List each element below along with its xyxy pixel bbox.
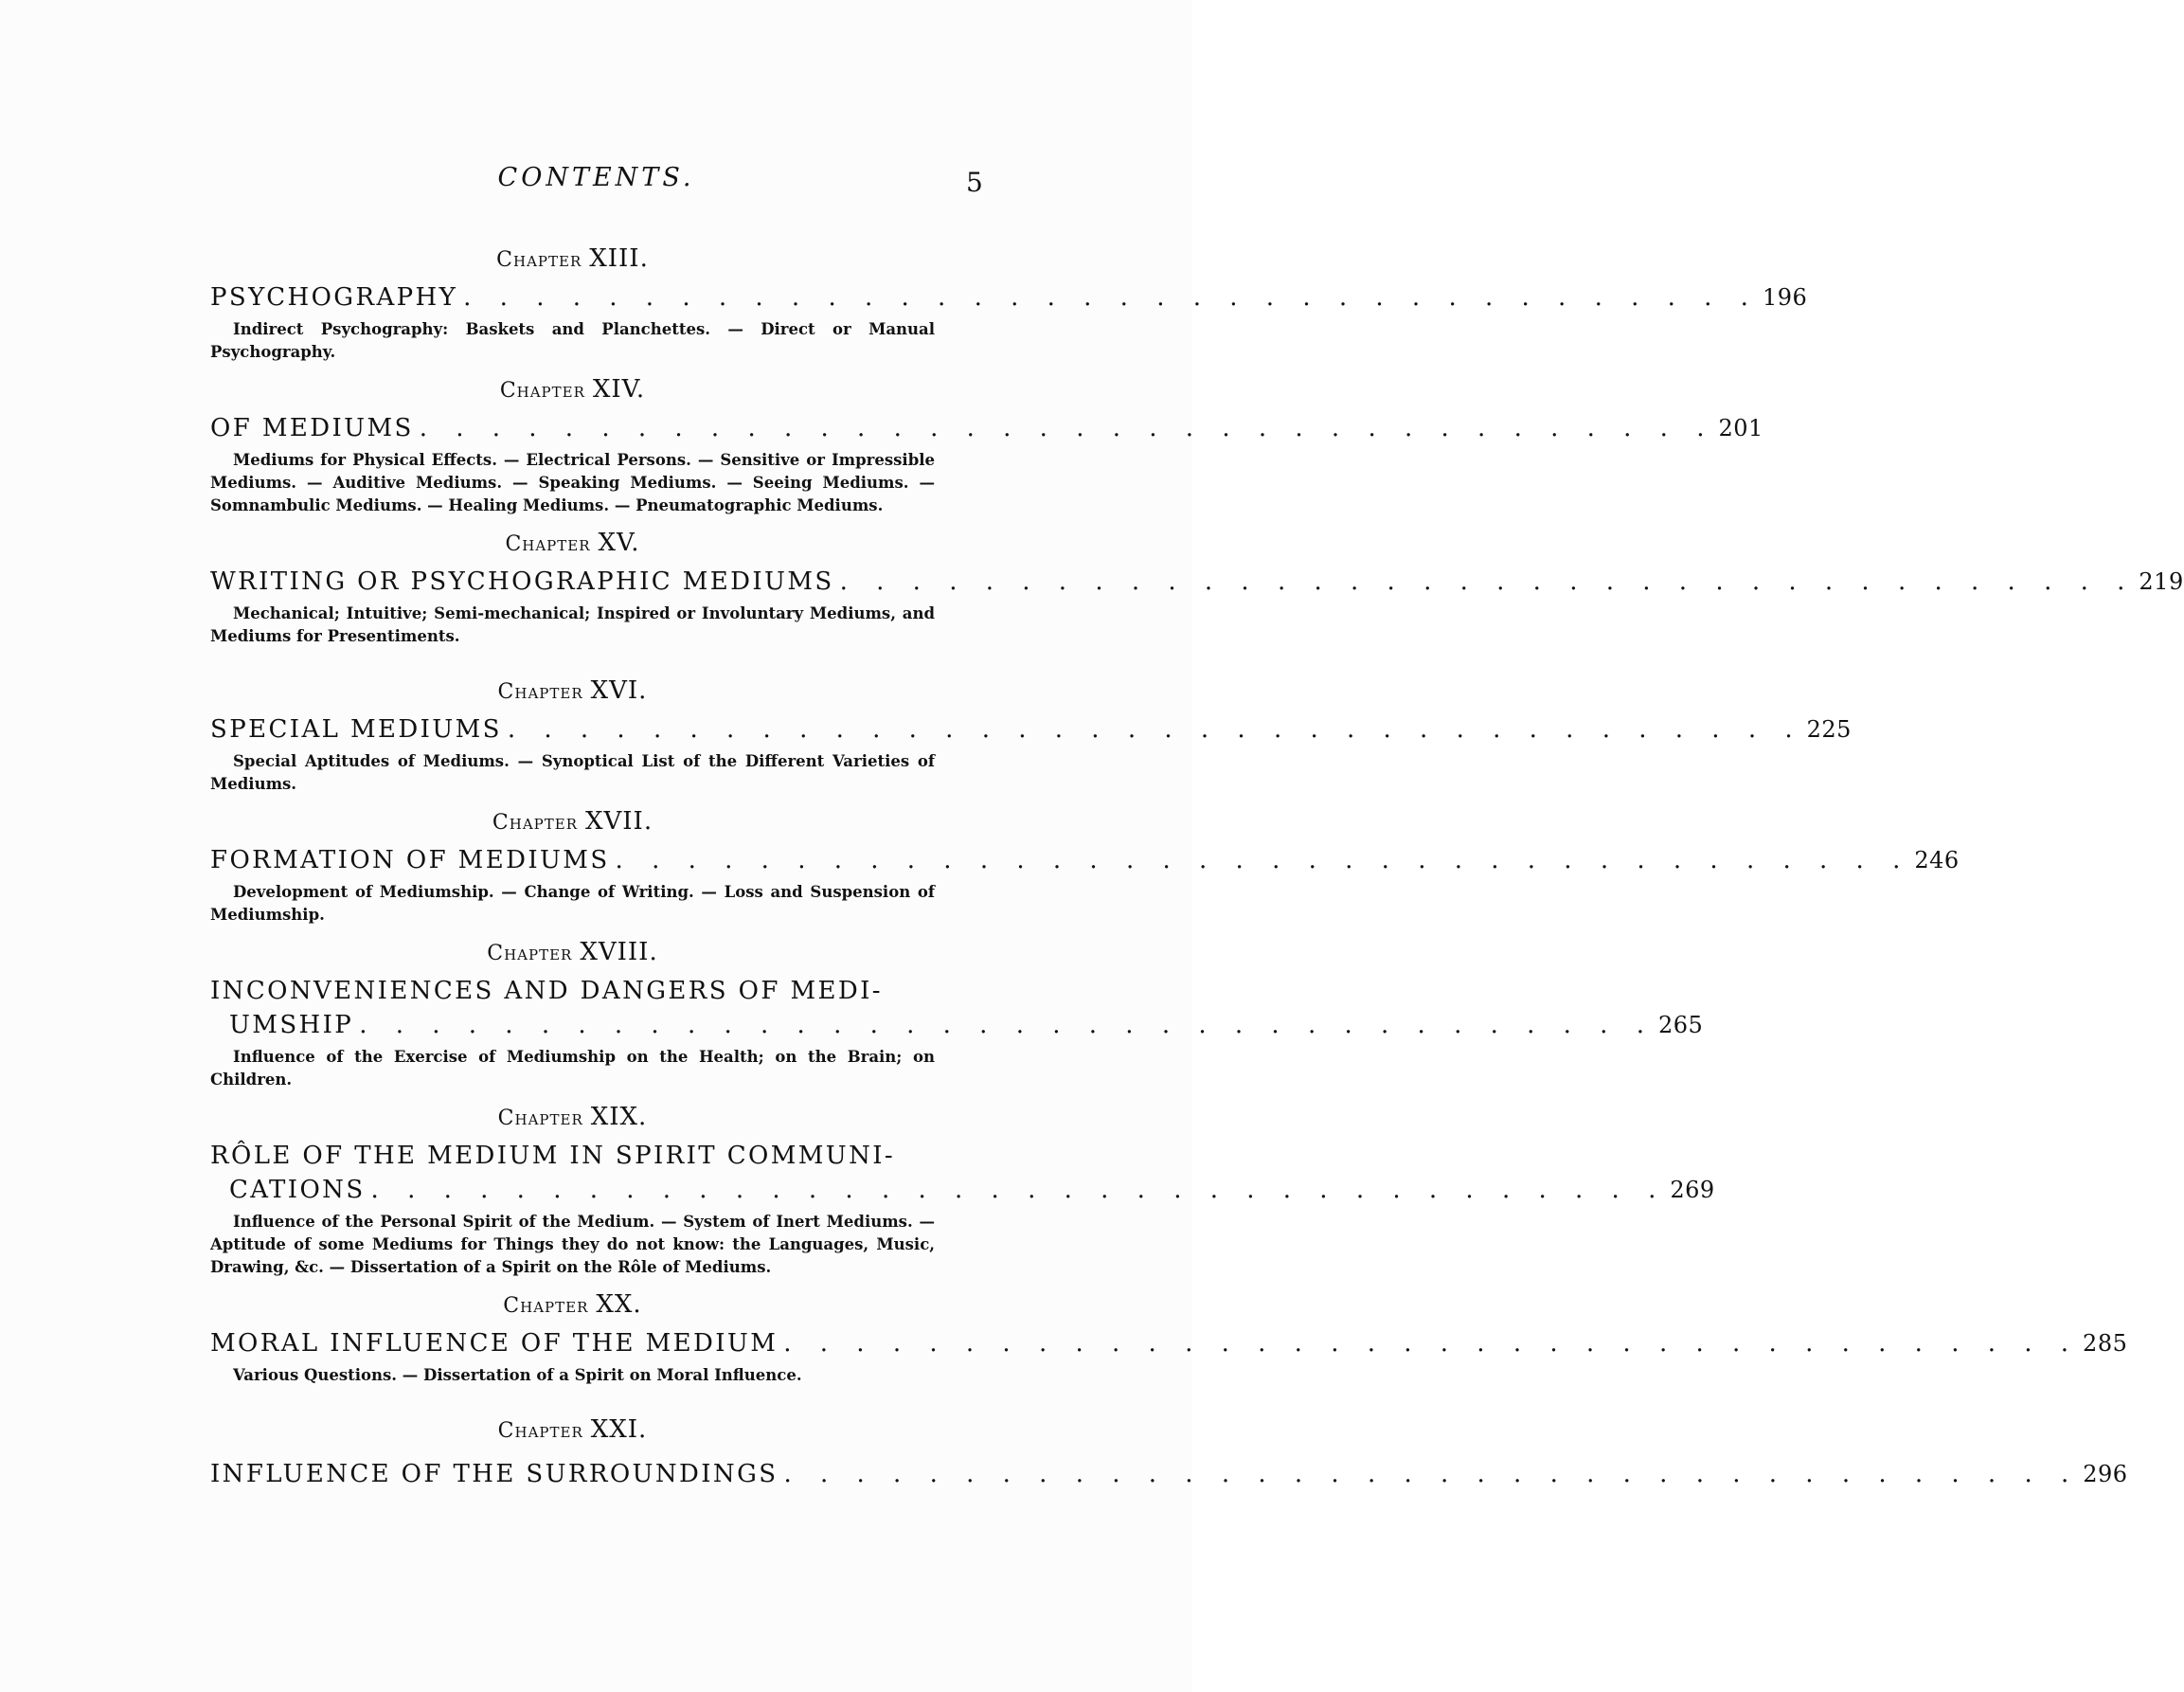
entry-summary: Influence of the Personal Spirit of the Medium. — System of Inert Mediums. — Aptitude of some Mediums for Things they do not know: the Languages, Music, Drawing, &c. — Dissertation of a Spirit on the Rôle of Mediums. (210, 1213, 935, 1276)
entry-page: 269 (1670, 1177, 1715, 1203)
toc-entry[interactable] (210, 411, 1763, 445)
chapter-xx (210, 1290, 2128, 1415)
entry-page: 196 (1762, 284, 1808, 311)
entry-title: PSYCHOGRAPHY (210, 283, 458, 312)
entry-page: 225 (1806, 716, 1852, 743)
chapter-numeral: XVII. (585, 807, 653, 836)
chapter-heading (210, 375, 935, 405)
toc-entry[interactable] (210, 565, 2184, 599)
entry-page: 219 (2139, 568, 2184, 595)
entry-title: CATIONS (229, 1176, 366, 1204)
chapter-label: Chapter (505, 532, 591, 556)
chapter-heading (210, 244, 935, 275)
dot-leader: . . . . . . . . . . . . . . . . . . . . . . . . . . . . . . . . . . . . (615, 846, 1911, 874)
entry-title-line1[interactable]: INCONVENIENCES AND DANGERS OF MEDI- (210, 977, 883, 1005)
dot-leader: . . . . . . . . . . . . . . . . . . . . . . . . . . . . . . . . . . . . (839, 567, 2136, 596)
chapter-numeral: XVI. (590, 676, 648, 705)
chapter-label: Chapter (496, 248, 582, 272)
chapter-numeral: XV. (598, 529, 640, 557)
chapter-label: Chapter (497, 1419, 583, 1443)
chapter-numeral: XIX. (590, 1103, 648, 1131)
entry-page: 265 (1657, 1012, 1704, 1038)
toc-entry[interactable] (210, 1457, 2128, 1491)
entry-page: 201 (1718, 415, 1763, 441)
page-number: 5 (966, 167, 983, 198)
table-of-contents (210, 244, 2184, 1491)
chapter-numeral: XXI. (590, 1415, 648, 1444)
chapter-heading (210, 1290, 935, 1321)
chapter-xviii (210, 938, 1704, 1091)
toc-entry[interactable] (210, 280, 1808, 315)
chapter-label: Chapter (492, 811, 578, 835)
entry-summary: Special Aptitudes of Mediums. — Synoptical List of the Different Varieties of Mediums. (210, 752, 935, 793)
dot-leader: . . . . . . . . . . . . . . . . . . . . . . . . . . . . . . . . . . . . (783, 1460, 2080, 1488)
chapter-xix (210, 1103, 1715, 1279)
toc-entry[interactable] (210, 712, 1852, 747)
toc-entry[interactable] (210, 1326, 2128, 1360)
chapter-numeral: XX. (596, 1290, 642, 1319)
entry-summary: Mechanical; Intuitive; Semi-mechanical; Inspired or Involuntary Mediums, and Mediums for Presentiments. (210, 604, 935, 645)
chapter-label: Chapter (497, 1107, 583, 1130)
entry-title-line1[interactable]: RÔLE OF THE MEDIUM IN SPIRIT COMMUNI- (210, 1142, 896, 1170)
entry-summary: Indirect Psychography: Baskets and Planchettes. — Direct or Manual Psychography. (210, 320, 935, 361)
entry-title: INFLUENCE OF THE SURROUNDINGS (210, 1460, 779, 1488)
running-head: CONTENTS. (497, 163, 695, 192)
entry-page: 246 (1914, 847, 1960, 873)
dot-leader: . . . . . . . . . . . . . . . . . . . . . . . . . . . . . . . . . . . . (507, 715, 1803, 744)
chapter-heading (210, 938, 935, 968)
entry-page: 296 (2083, 1461, 2128, 1487)
chapter-heading (210, 676, 935, 707)
entry-summary: Influence of the Exercise of Mediumship on the Health; on the Brain; on Children. (210, 1048, 935, 1089)
entry-title: UMSHIP (229, 1011, 354, 1039)
chapter-numeral: XVIII. (580, 938, 658, 966)
entry-page: 285 (2083, 1330, 2128, 1357)
chapter-xvii (210, 807, 1960, 927)
entry-summary: Various Questions. — Dissertation of a Spirit on Moral Influence. (233, 1366, 802, 1384)
dot-leader: . . . . . . . . . . . . . . . . . . . . . . . . . . . . . . . . . . . . (419, 414, 1715, 442)
entry-summary: Mediums for Physical Effects. — Electrical Persons. — Sensitive or Impressible Mediums. — Auditive Mediums. — Speaking Mediums. — Seeing Mediums. — Somnambulic Mediums. — Healing Mediums. — Pneumatographic Mediums. (210, 451, 935, 514)
chapter-xv (210, 529, 2184, 676)
toc-entry[interactable] (210, 1008, 1704, 1042)
entry-title: OF MEDIUMS (210, 414, 414, 442)
dot-leader: . . . . . . . . . . . . . . . . . . . . . . . . . . . . . . . . . . . . (463, 283, 1759, 312)
chapter-xxi (210, 1415, 2128, 1491)
chapter-xiii (210, 244, 1808, 364)
entry-title: WRITING OR PSYCHOGRAPHIC MEDIUMS (210, 567, 834, 596)
dot-leader: . . . . . . . . . . . . . . . . . . . . . . . . . . . . . . . . . . . . (359, 1011, 1655, 1039)
chapter-numeral: XIII. (589, 244, 649, 273)
toc-entry[interactable] (210, 1173, 1715, 1207)
chapter-heading (210, 1415, 935, 1446)
dot-leader: . . . . . . . . . . . . . . . . . . . . . . . . . . . . . . . . . . . . (370, 1176, 1667, 1204)
chapter-heading (210, 1103, 935, 1133)
chapter-xiv (210, 375, 1763, 517)
entry-summary: Development of Mediumship. — Change of Writing. — Loss and Suspension of Mediumship. (210, 883, 935, 924)
chapter-xvi (210, 676, 1852, 796)
chapter-label: Chapter (503, 1294, 589, 1318)
chapter-heading (210, 807, 935, 837)
dot-leader: . . . . . . . . . . . . . . . . . . . . . . . . . . . . . . . . . . . . (783, 1329, 2080, 1358)
toc-entry[interactable] (210, 843, 1960, 877)
chapter-label: Chapter (499, 379, 585, 403)
chapter-heading (210, 529, 935, 559)
chapter-label: Chapter (497, 680, 583, 704)
entry-title: SPECIAL MEDIUMS (210, 715, 502, 744)
chapter-numeral: XIV. (592, 375, 646, 404)
entry-title: FORMATION OF MEDIUMS (210, 846, 610, 874)
chapter-label: Chapter (487, 942, 573, 965)
entry-title: MORAL INFLUENCE OF THE MEDIUM (210, 1329, 779, 1358)
